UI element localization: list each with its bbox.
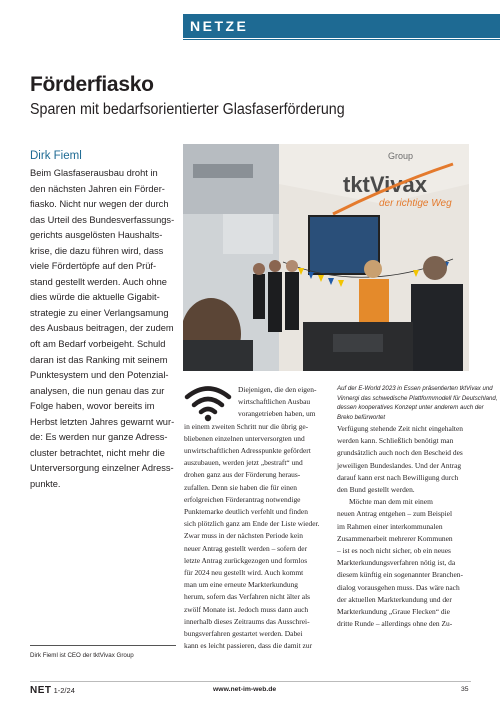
lead-paragraph bbox=[30, 166, 176, 492]
body-line: bliebenen einzelnen unterversorgten und bbox=[184, 433, 305, 443]
body-line: im Rahmen einer interkommunalen bbox=[337, 521, 443, 531]
author-byline: Dirk Fieml bbox=[30, 150, 82, 162]
lead-line: das Urteil des Bundesverfassungs- bbox=[30, 214, 175, 225]
body-line: sich plötzlich ganz am Ende der Liste wieder. bbox=[184, 519, 320, 529]
body-line: dialog vorausgehen muss. Das wäre nach bbox=[337, 582, 460, 592]
caption-line: Auf der E-World 2023 in Essen präsentierten tktVivax und bbox=[337, 385, 493, 392]
lead-line: Beim Glasfaserausbau droht in bbox=[30, 168, 158, 178]
lead-line: Punktesystem und den Potenzial- bbox=[30, 370, 169, 381]
footer-issue: 1-2/24 bbox=[53, 686, 75, 695]
body-line: letzte Antrag zurückgezogen und formlos bbox=[184, 555, 308, 565]
lead-line: dies würde die aktuelle Gigabit- bbox=[30, 292, 160, 303]
lead-line: des Ausbaus beitragen, der zudem bbox=[30, 323, 174, 334]
body-column-right bbox=[337, 423, 471, 630]
body-line: innerhalb dieses Zeitraums das Ausschrei- bbox=[184, 616, 310, 626]
subheadline: Sparen mit bedarfsorientierter Glasfaserförderung bbox=[30, 101, 345, 118]
lead-line: oft am Bedarf vorbeigeht. Schuld bbox=[30, 339, 166, 350]
body-line: zufallen. Denn sie haben die für einen bbox=[184, 482, 297, 492]
footer-rule bbox=[30, 681, 471, 682]
body-line: grundsätzlich auch noch den Bescheid des bbox=[337, 448, 463, 458]
lead-line: den nächsten Jahren ein Förder- bbox=[30, 183, 165, 194]
caption-line: dessen kooperatives Konzept unter anderem auch der bbox=[337, 404, 484, 412]
body-line: jeweiligen Bundeslandes. Und der Antrag bbox=[337, 460, 462, 470]
body-line: kann es leicht passieren, dass die damit zur bbox=[184, 641, 313, 651]
lead-line: viele Fördertöpfe auf den Prüf- bbox=[30, 261, 157, 272]
lead-line: daran ist das Ranking mit seinem bbox=[30, 354, 168, 365]
body-line: erfolgreichen Förderantrag notwendige bbox=[184, 494, 301, 504]
lead-line: fiasko. Nicht nur wegen der durch bbox=[30, 199, 169, 210]
body-line: neuen Antrag entgehen – zum Beispiel bbox=[337, 509, 453, 519]
body-line: wirtschaftlichen Ausbau bbox=[238, 397, 311, 407]
photo-caption bbox=[337, 384, 498, 423]
lead-line: krise, die dazu führen wird, dass bbox=[30, 245, 164, 256]
footer-magazine-name: NET bbox=[30, 685, 52, 696]
body-line: Möchte man dem mit einem bbox=[349, 497, 433, 507]
body-line: auszubauen, werden jetzt „bestraft“ und bbox=[184, 458, 303, 468]
body-line: drohen ganz aus der Förderung heraus- bbox=[184, 470, 301, 480]
article-photo bbox=[183, 144, 469, 371]
body-line: Diejenigen, die den eigen- bbox=[238, 385, 317, 394]
lead-line: Folge haben, wovor bereits im bbox=[30, 401, 155, 412]
body-line: werden kann. Schließlich benötigt man bbox=[337, 436, 454, 446]
body-line: der aktuellen Markterkundung und der bbox=[337, 594, 452, 604]
lead-line: strategie zu einer Verlangsamung bbox=[30, 307, 169, 318]
headline: Förderfiasko bbox=[30, 73, 154, 96]
lead-line: cluster betrachtet, nicht mehr die bbox=[30, 447, 165, 458]
lead-line: Unterversorgung einzelner Adress- bbox=[30, 463, 174, 474]
lead-line: punkte. bbox=[30, 478, 61, 489]
body-line: bungsverfahren gestartet werden. Dabei bbox=[184, 629, 303, 639]
body-line: neuer Antrag gestellt werden – sofern der bbox=[184, 543, 308, 553]
body-line: – ist es noch nicht sicher, ob ein neues bbox=[337, 546, 451, 556]
body-line: Zusammenarbeit mehrerer Kommunen bbox=[337, 533, 453, 543]
booth-group-text: Group bbox=[388, 151, 414, 161]
body-line: unwirtschaftlichen Adresspunkte gefördert bbox=[184, 446, 311, 456]
booth-slogan-text: der richtige Weg bbox=[379, 198, 452, 209]
body-line: Zwar muss in der nächsten Periode kein bbox=[184, 531, 303, 541]
body-line: den Bund gestellt werden. bbox=[337, 485, 415, 495]
lead-line: analysen, die nun genau das zur bbox=[30, 385, 165, 396]
body-line: Markterkundungsverfahren nötig ist, da bbox=[337, 558, 456, 568]
body-line: Punktemarke deutlich verfehlt und finden bbox=[184, 507, 308, 517]
body-line: diesem künftig ein sogenannter Branchen- bbox=[337, 570, 463, 580]
author-note-rule bbox=[30, 645, 176, 646]
body-line: dritte Runde – allerdings ohne den Zu- bbox=[337, 619, 453, 629]
page-number: 35 bbox=[461, 686, 469, 693]
lead-line: stand gestellt werden. Auch ohne bbox=[30, 276, 167, 287]
section-rule bbox=[183, 39, 500, 40]
body-line: in einem zweiten Schritt nur die übrig ge- bbox=[184, 421, 309, 431]
body-line: Markterkundung „Graue Flecken“ die bbox=[337, 607, 450, 617]
author-note: Dirk Fieml ist CEO der tktVivax Group bbox=[30, 652, 134, 659]
caption-line: Vinnergi das schwedische Plattformmodell für Deutschland, bbox=[337, 394, 498, 402]
body-line: darauf kann erst nach Bewilligung durch bbox=[337, 472, 459, 482]
section-label: NETZE bbox=[183, 14, 500, 38]
body-line: man um eine erneute Markterkundung bbox=[184, 580, 299, 590]
lead-line: gerichts ausgelösten Haushalts- bbox=[30, 230, 163, 241]
footer-url: www.net-im-web.de bbox=[213, 686, 277, 693]
body-line: Verfügung stehende Zeit nicht eingehalten bbox=[337, 424, 463, 433]
body-line: für 2024 neu gestellt wird. Auch kommt bbox=[184, 568, 304, 578]
body-line: vorangetrieben haben, um bbox=[238, 409, 316, 419]
body-line: zwölf Monate ist. Jedoch muss dann auch bbox=[184, 604, 309, 614]
body-line: herum, sofern das Verfahren nicht älter als bbox=[184, 592, 311, 602]
booth-brand-text: tktVivax bbox=[343, 172, 427, 197]
footer-magazine bbox=[30, 685, 75, 696]
caption-line: Breko befürwortet bbox=[337, 414, 386, 422]
lead-line: de: Es werden nur ganze Adress- bbox=[30, 432, 168, 443]
lead-line: Herbst letzten Jahres gewarnt wur- bbox=[30, 416, 175, 427]
body-column-middle bbox=[184, 384, 330, 652]
